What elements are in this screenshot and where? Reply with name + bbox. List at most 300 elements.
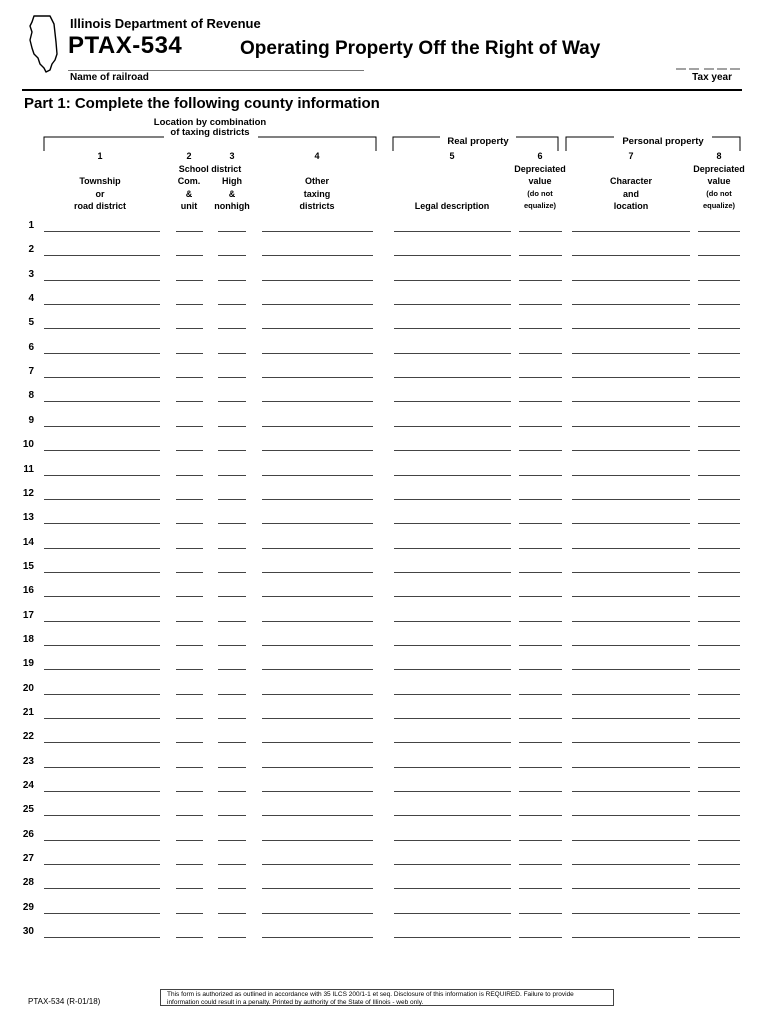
row-30-col-7-field[interactable]: [572, 937, 690, 938]
column-5-number: 5: [449, 151, 455, 161]
row-1-col-8-field[interactable]: [698, 231, 740, 232]
row-7-col-8-field[interactable]: [698, 377, 740, 378]
column-7-number: 7: [628, 151, 634, 161]
row-29-col-5-field[interactable]: [394, 913, 511, 914]
row-13-col-1-field[interactable]: [44, 523, 160, 524]
row-29-col-2-field[interactable]: [176, 913, 203, 914]
row-26-col-3-field[interactable]: [218, 840, 246, 841]
row-9-col-8-field[interactable]: [698, 426, 740, 427]
row-12-col-5-field[interactable]: [394, 499, 511, 500]
row-14-col-3-field[interactable]: [218, 548, 246, 549]
row-8-col-5-field[interactable]: [394, 401, 511, 402]
row-14-col-4-field[interactable]: [262, 548, 373, 549]
row-23-col-2-field[interactable]: [176, 767, 203, 768]
column-2-label-line-2: Com.: [177, 176, 201, 187]
row-6-col-4-field[interactable]: [262, 353, 373, 354]
row-12-col-6-field[interactable]: [519, 499, 562, 500]
row-1-col-5-field[interactable]: [394, 231, 511, 232]
row-28-col-2-field[interactable]: [176, 888, 203, 889]
row-24-col-7-field[interactable]: [572, 791, 690, 792]
row-11-col-5-field[interactable]: [394, 475, 511, 476]
row-21-col-6-field[interactable]: [519, 718, 562, 719]
column-2-number: 2: [186, 151, 192, 161]
row-6-col-6-field[interactable]: [519, 353, 562, 354]
row-number: 8: [28, 390, 34, 402]
row-20-col-7-field[interactable]: [572, 694, 690, 695]
row-3-col-8-field[interactable]: [698, 280, 740, 281]
column-3-number: 3: [229, 151, 235, 161]
row-28-col-5-field[interactable]: [394, 888, 511, 889]
row-27-col-6-field[interactable]: [519, 864, 562, 865]
school-district-label: School district: [178, 164, 242, 174]
row-8-col-6-field[interactable]: [519, 401, 562, 402]
row-26-col-4-field[interactable]: [262, 840, 373, 841]
row-16-col-1-field[interactable]: [44, 596, 160, 597]
row-15-col-5-field[interactable]: [394, 572, 511, 573]
row-27-col-7-field[interactable]: [572, 864, 690, 865]
row-3-col-7-field[interactable]: [572, 280, 690, 281]
row-15-col-4-field[interactable]: [262, 572, 373, 573]
row-11-col-7-field[interactable]: [572, 475, 690, 476]
row-number: 26: [22, 828, 34, 840]
row-11-col-8-field[interactable]: [698, 475, 740, 476]
row-4-col-4-field[interactable]: [262, 304, 373, 305]
row-7-col-5-field[interactable]: [394, 377, 511, 378]
row-1-col-1-field[interactable]: [44, 231, 160, 232]
row-3-col-3-field[interactable]: [218, 280, 246, 281]
row-10-col-3-field[interactable]: [218, 450, 246, 451]
row-16-col-6-field[interactable]: [519, 596, 562, 597]
row-14-col-5-field[interactable]: [394, 548, 511, 549]
row-11-col-2-field[interactable]: [176, 475, 203, 476]
row-2-col-3-field[interactable]: [218, 255, 246, 256]
row-5-col-2-field[interactable]: [176, 328, 203, 329]
row-25-col-5-field[interactable]: [394, 815, 511, 816]
row-25-col-7-field[interactable]: [572, 815, 690, 816]
row-12-col-8-field[interactable]: [698, 499, 740, 500]
row-number: 24: [22, 780, 34, 792]
row-22-col-5-field[interactable]: [394, 742, 511, 743]
row-23-col-3-field[interactable]: [218, 767, 246, 768]
row-14-col-6-field[interactable]: [519, 548, 562, 549]
row-2-col-4-field[interactable]: [262, 255, 373, 256]
row-14-col-8-field[interactable]: [698, 548, 740, 549]
row-6-col-1-field[interactable]: [44, 353, 160, 354]
row-10-col-6-field[interactable]: [519, 450, 562, 451]
row-2-col-5-field[interactable]: [394, 255, 511, 256]
row-24-col-5-field[interactable]: [394, 791, 511, 792]
row-9-col-2-field[interactable]: [176, 426, 203, 427]
row-number: 11: [23, 463, 34, 475]
column-4-label-line-2: Other: [304, 176, 329, 187]
row-28-col-8-field[interactable]: [698, 888, 740, 889]
row-27-col-4-field[interactable]: [262, 864, 373, 865]
row-19-col-8-field[interactable]: [698, 669, 740, 670]
railroad-name-label: Name of railroad: [70, 72, 149, 83]
column-6-label-line-1: Depreciated: [514, 164, 566, 174]
row-16-col-4-field[interactable]: [262, 596, 373, 597]
row-4-col-3-field[interactable]: [218, 304, 246, 305]
row-number: 3: [28, 268, 34, 280]
row-5-col-8-field[interactable]: [698, 328, 740, 329]
row-26-col-7-field[interactable]: [572, 840, 690, 841]
row-5-col-5-field[interactable]: [394, 328, 511, 329]
row-21-col-1-field[interactable]: [44, 718, 160, 719]
row-1-col-3-field[interactable]: [218, 231, 246, 232]
row-22-col-7-field[interactable]: [572, 742, 690, 743]
row-12-col-3-field[interactable]: [218, 499, 246, 500]
row-20-col-3-field[interactable]: [218, 694, 246, 695]
row-7-col-6-field[interactable]: [519, 377, 562, 378]
row-21-col-2-field[interactable]: [176, 718, 203, 719]
row-4-col-7-field[interactable]: [572, 304, 690, 305]
row-19-col-2-field[interactable]: [176, 669, 203, 670]
column-8-label-line-2: value: [707, 176, 731, 187]
row-24-col-1-field[interactable]: [44, 791, 160, 792]
row-2-col-8-field[interactable]: [698, 255, 740, 256]
row-29-col-1-field[interactable]: [44, 913, 160, 914]
row-27-col-3-field[interactable]: [218, 864, 246, 865]
row-10-col-5-field[interactable]: [394, 450, 511, 451]
row-13-col-8-field[interactable]: [698, 523, 740, 524]
row-13-col-3-field[interactable]: [218, 523, 246, 524]
row-2-col-2-field[interactable]: [176, 255, 203, 256]
row-30-col-1-field[interactable]: [44, 937, 160, 938]
row-23-col-8-field[interactable]: [698, 767, 740, 768]
row-11-col-4-field[interactable]: [262, 475, 373, 476]
row-5-col-3-field[interactable]: [218, 328, 246, 329]
row-number: 29: [22, 901, 34, 913]
row-19-col-7-field[interactable]: [572, 669, 690, 670]
row-30-col-8-field[interactable]: [698, 937, 740, 938]
row-5-col-4-field[interactable]: [262, 328, 373, 329]
row-27-col-5-field[interactable]: [394, 864, 511, 865]
row-7-col-4-field[interactable]: [262, 377, 373, 378]
row-23-col-1-field[interactable]: [44, 767, 160, 768]
row-26-col-5-field[interactable]: [394, 840, 511, 841]
personal-property-label-wrap: [614, 131, 712, 149]
row-16-col-7-field[interactable]: [572, 596, 690, 597]
row-10-col-2-field[interactable]: [176, 450, 203, 451]
row-29-col-6-field[interactable]: [519, 913, 562, 914]
row-20-col-6-field[interactable]: [519, 694, 562, 695]
row-26-col-1-field[interactable]: [44, 840, 160, 841]
row-2-col-7-field[interactable]: [572, 255, 690, 256]
row-number: 2: [28, 244, 34, 256]
column-2-label-line-3: &: [185, 188, 193, 199]
row-20-col-5-field[interactable]: [394, 694, 511, 695]
column-8-label-line-3: (do not: [706, 188, 732, 198]
row-21-col-5-field[interactable]: [394, 718, 511, 719]
row-8-col-3-field[interactable]: [218, 401, 246, 402]
row-19-col-6-field[interactable]: [519, 669, 562, 670]
row-12-col-7-field[interactable]: [572, 499, 690, 500]
row-13-col-2-field[interactable]: [176, 523, 203, 524]
row-11-col-3-field[interactable]: [218, 475, 246, 476]
row-10-col-4-field[interactable]: [262, 450, 373, 451]
row-number: 9: [28, 414, 34, 426]
row-17-col-1-field[interactable]: [44, 621, 160, 622]
row-number: 27: [22, 853, 34, 865]
column-3-label-line-4: nonhigh: [214, 200, 250, 211]
column-3-label-line-3: &: [228, 188, 236, 199]
row-25-col-6-field[interactable]: [519, 815, 562, 816]
row-27-col-8-field[interactable]: [698, 864, 740, 865]
row-17-col-6-field[interactable]: [519, 621, 562, 622]
row-3-col-2-field[interactable]: [176, 280, 203, 281]
row-number: 21: [22, 707, 34, 718]
row-6-col-8-field[interactable]: [698, 353, 740, 354]
row-12-col-1-field[interactable]: [44, 499, 160, 500]
row-8-col-1-field[interactable]: [44, 401, 160, 402]
row-18-col-1-field[interactable]: [44, 645, 160, 646]
row-number: 17: [22, 609, 34, 621]
location-group-line-2: of taxing districts: [170, 127, 250, 138]
row-15-col-6-field[interactable]: [519, 572, 562, 573]
row-number: 5: [28, 317, 34, 329]
row-29-col-7-field[interactable]: [572, 913, 690, 914]
row-22-col-2-field[interactable]: [176, 742, 203, 743]
row-8-col-2-field[interactable]: [176, 401, 203, 402]
column-8-label-line-4: equalize): [702, 200, 736, 210]
row-number: 4: [28, 293, 34, 305]
row-28-col-7-field[interactable]: [572, 888, 690, 889]
row-20-col-1-field[interactable]: [44, 694, 160, 695]
location-group-line-1: Location by combination: [153, 117, 267, 128]
authorization-notice: This form is authorized as outlined in accordance with 35 ILCS 200/1-1 et seq. Disclosure of this information is REQUIRED. Failure to provide information could result in a penalty. Printed by authority of the State of Illinois - web only.: [160, 989, 614, 1006]
row-number: 28: [22, 877, 34, 889]
row-3-col-6-field[interactable]: [519, 280, 562, 281]
row-13-col-6-field[interactable]: [519, 523, 562, 524]
row-22-col-1-field[interactable]: [44, 742, 160, 743]
row-15-col-7-field[interactable]: [572, 572, 690, 573]
row-20-col-2-field[interactable]: [176, 694, 203, 695]
row-17-col-2-field[interactable]: [176, 621, 203, 622]
row-23-col-5-field[interactable]: [394, 767, 511, 768]
row-29-col-3-field[interactable]: [218, 913, 246, 914]
column-6-number: 6: [537, 151, 543, 161]
row-22-col-6-field[interactable]: [519, 742, 562, 743]
row-26-col-6-field[interactable]: [519, 840, 562, 841]
row-4-col-8-field[interactable]: [698, 304, 740, 305]
row-22-col-4-field[interactable]: [262, 742, 373, 743]
personal-property-label: Personal property: [622, 136, 704, 147]
real-property-label-wrap: [440, 131, 516, 149]
row-28-col-3-field[interactable]: [218, 888, 246, 889]
row-18-col-3-field[interactable]: [218, 645, 246, 646]
row-22-col-3-field[interactable]: [218, 742, 246, 743]
row-4-col-1-field[interactable]: [44, 304, 160, 305]
row-19-col-3-field[interactable]: [218, 669, 246, 670]
row-6-col-7-field[interactable]: [572, 353, 690, 354]
column-7-label-line-2: Character: [609, 176, 653, 187]
row-3-col-5-field[interactable]: [394, 280, 511, 281]
row-27-col-2-field[interactable]: [176, 864, 203, 865]
row-17-col-8-field[interactable]: [698, 621, 740, 622]
row-10-col-1-field[interactable]: [44, 450, 160, 451]
row-7-col-1-field[interactable]: [44, 377, 160, 378]
row-24-col-2-field[interactable]: [176, 791, 203, 792]
row-25-col-3-field[interactable]: [218, 815, 246, 816]
row-1-col-6-field[interactable]: [519, 231, 562, 232]
row-9-col-6-field[interactable]: [519, 426, 562, 427]
column-6-label-line-4: equalize): [523, 200, 557, 210]
column-4-label-line-3: taxing: [303, 188, 331, 199]
row-5-col-7-field[interactable]: [572, 328, 690, 329]
row-number: 18: [22, 633, 34, 645]
row-21-col-7-field[interactable]: [572, 718, 690, 719]
agency-name: Illinois Department of Revenue: [70, 16, 261, 31]
row-18-col-5-field[interactable]: [394, 645, 511, 646]
row-23-col-6-field[interactable]: [519, 767, 562, 768]
row-number: 12: [22, 487, 34, 499]
row-11-col-6-field[interactable]: [519, 475, 562, 476]
row-number: 10: [22, 439, 34, 451]
row-28-col-4-field[interactable]: [262, 888, 373, 889]
row-number: 19: [22, 658, 34, 670]
row-10-col-7-field[interactable]: [572, 450, 690, 451]
row-number: 16: [22, 585, 34, 597]
row-16-col-2-field[interactable]: [176, 596, 203, 597]
row-16-col-3-field[interactable]: [218, 596, 246, 597]
row-9-col-5-field[interactable]: [394, 426, 511, 427]
row-14-col-7-field[interactable]: [572, 548, 690, 549]
row-30-col-3-field[interactable]: [218, 937, 246, 938]
row-2-col-6-field[interactable]: [519, 255, 562, 256]
row-15-col-8-field[interactable]: [698, 572, 740, 573]
row-8-col-8-field[interactable]: [698, 401, 740, 402]
row-6-col-2-field[interactable]: [176, 353, 203, 354]
row-28-col-1-field[interactable]: [44, 888, 160, 889]
row-18-col-7-field[interactable]: [572, 645, 690, 646]
row-3-col-4-field[interactable]: [262, 280, 373, 281]
row-6-col-5-field[interactable]: [394, 353, 511, 354]
row-24-col-8-field[interactable]: [698, 791, 740, 792]
row-9-col-3-field[interactable]: [218, 426, 246, 427]
row-1-col-7-field[interactable]: [572, 231, 690, 232]
row-20-col-4-field[interactable]: [262, 694, 373, 695]
row-23-col-7-field[interactable]: [572, 767, 690, 768]
row-13-col-5-field[interactable]: [394, 523, 511, 524]
row-4-col-5-field[interactable]: [394, 304, 511, 305]
row-25-col-4-field[interactable]: [262, 815, 373, 816]
row-25-col-2-field[interactable]: [176, 815, 203, 816]
row-24-col-6-field[interactable]: [519, 791, 562, 792]
row-12-col-2-field[interactable]: [176, 499, 203, 500]
row-8-col-7-field[interactable]: [572, 401, 690, 402]
row-number: 6: [28, 341, 34, 353]
row-4-col-2-field[interactable]: [176, 304, 203, 305]
row-9-col-4-field[interactable]: [262, 426, 373, 427]
row-30-col-4-field[interactable]: [262, 937, 373, 938]
row-21-col-4-field[interactable]: [262, 718, 373, 719]
form-number: PTAX-534: [68, 32, 183, 59]
row-24-col-4-field[interactable]: [262, 791, 373, 792]
row-26-col-8-field[interactable]: [698, 840, 740, 841]
row-11-col-1-field[interactable]: [44, 475, 160, 476]
row-number: 13: [22, 512, 34, 524]
row-4-col-6-field[interactable]: [519, 304, 562, 305]
row-number: 30: [22, 926, 34, 938]
row-6-col-3-field[interactable]: [218, 353, 246, 354]
row-17-col-3-field[interactable]: [218, 621, 246, 622]
row-14-col-1-field[interactable]: [44, 548, 160, 549]
row-17-col-4-field[interactable]: [262, 621, 373, 622]
row-9-col-7-field[interactable]: [572, 426, 690, 427]
row-8-col-4-field[interactable]: [262, 401, 373, 402]
row-19-col-4-field[interactable]: [262, 669, 373, 670]
row-16-col-5-field[interactable]: [394, 596, 511, 597]
row-16-col-8-field[interactable]: [698, 596, 740, 597]
column-6-label-line-3: (do not: [527, 188, 553, 198]
row-19-col-1-field[interactable]: [44, 669, 160, 670]
row-14-col-2-field[interactable]: [176, 548, 203, 549]
row-15-col-1-field[interactable]: [44, 572, 160, 573]
row-7-col-7-field[interactable]: [572, 377, 690, 378]
row-18-col-2-field[interactable]: [176, 645, 203, 646]
row-1-col-2-field[interactable]: [176, 231, 203, 232]
column-1-label-line-4: road district: [73, 200, 126, 211]
row-15-col-2-field[interactable]: [176, 572, 203, 573]
row-28-col-6-field[interactable]: [519, 888, 562, 889]
row-5-col-1-field[interactable]: [44, 328, 160, 329]
row-7-col-3-field[interactable]: [218, 377, 246, 378]
row-25-col-8-field[interactable]: [698, 815, 740, 816]
row-29-col-8-field[interactable]: [698, 913, 740, 914]
row-13-col-4-field[interactable]: [262, 523, 373, 524]
row-17-col-7-field[interactable]: [572, 621, 690, 622]
column-1-label-line-3: or: [95, 188, 105, 199]
row-3-col-1-field[interactable]: [44, 280, 160, 281]
row-number: 14: [22, 536, 34, 548]
row-20-col-8-field[interactable]: [698, 694, 740, 695]
row-12-col-4-field[interactable]: [262, 499, 373, 500]
row-21-col-3-field[interactable]: [218, 718, 246, 719]
row-10-col-8-field[interactable]: [698, 450, 740, 451]
row-22-col-8-field[interactable]: [698, 742, 740, 743]
column-4-number: 4: [314, 151, 320, 161]
row-23-col-4-field[interactable]: [262, 767, 373, 768]
row-18-col-8-field[interactable]: [698, 645, 740, 646]
row-number: 1: [28, 220, 34, 231]
row-7-col-2-field[interactable]: [176, 377, 203, 378]
row-19-col-5-field[interactable]: [394, 669, 511, 670]
row-15-col-3-field[interactable]: [218, 572, 246, 573]
row-24-col-3-field[interactable]: [218, 791, 246, 792]
row-9-col-1-field[interactable]: [44, 426, 160, 427]
row-27-col-1-field[interactable]: [44, 864, 160, 865]
row-30-col-2-field[interactable]: [176, 937, 203, 938]
column-8-number: 8: [716, 151, 722, 161]
row-29-col-4-field[interactable]: [262, 913, 373, 914]
column-1-label-line-2: Township: [79, 176, 121, 187]
row-25-col-1-field[interactable]: [44, 815, 160, 816]
row-18-col-4-field[interactable]: [262, 645, 373, 646]
row-2-col-1-field[interactable]: [44, 255, 160, 256]
row-26-col-2-field[interactable]: [176, 840, 203, 841]
row-number: 20: [22, 682, 34, 694]
row-30-col-6-field[interactable]: [519, 937, 562, 938]
row-18-col-6-field[interactable]: [519, 645, 562, 646]
row-30-col-5-field[interactable]: [394, 937, 511, 938]
row-17-col-5-field[interactable]: [394, 621, 511, 622]
column-8-label-line-1: Depreciated: [693, 164, 745, 174]
row-21-col-8-field[interactable]: [698, 718, 740, 719]
row-5-col-6-field[interactable]: [519, 328, 562, 329]
row-1-col-4-field[interactable]: [262, 231, 373, 232]
tax-year-label: Tax year: [692, 72, 732, 83]
row-13-col-7-field[interactable]: [572, 523, 690, 524]
